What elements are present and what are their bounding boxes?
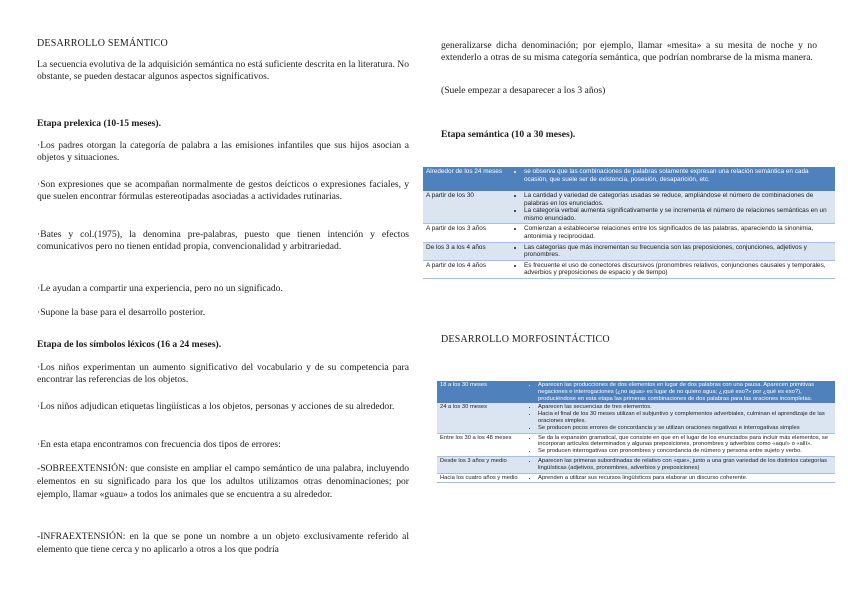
table-row [423,167,835,191]
description-list [514,262,832,277]
table-row [437,456,835,473]
age-cell: A partir de los 30 [423,191,511,224]
list-item: • Se producen pocos errores de concordancia y se utilizan oraciones negativas e interrogativas simples [538,425,832,432]
description-list [514,225,832,240]
prelexica-heading: Etapa prelexica (10-15 meses). [37,118,161,129]
table-row [437,473,835,483]
description-list [528,404,832,431]
description-list [528,382,832,402]
table-row [423,242,835,260]
description-list [514,244,832,259]
simbolos-paragraph-5: -INFRAEXTENSIÓN: en la que se pone un nombre a un objeto exclusivamente referido al elemento que tiene cerca y no aplicarlo a otros a los que podría [37,531,409,555]
description-cell [511,191,835,224]
description-cell [511,224,835,242]
age-cell: A partir de los 4 años [423,260,511,278]
morfosintactico-table [437,381,835,483]
description-cell [511,242,835,260]
list-item: • se observa que las combinaciones de palabras solamente expresan una relación semántica en cada ocasión, que suele ser de existencia, posesión, desaparición, etc. [524,168,832,183]
description-cell [525,403,835,433]
semantica-table [423,167,835,279]
simbolos-paragraph-2: ·Los niños adjudican etiquetas lingüísticas a los objetos, personas y acciones de su alrededor. [37,401,395,412]
list-item: • Se da la expansión gramatical, que consiste en que en el lugar de los enunciados para incluir más elementos, se incorporan artículos determinados y algunas preposiciones, pronombres y adverbios como «aquí» o «allí». [538,435,832,449]
description-list [528,435,832,455]
age-cell: Desde los 3 años y medio [437,456,525,473]
table-row [423,224,835,242]
description-cell [511,167,835,191]
list-item: • Aparecen las primeras subordinadas de relativo con «que», junto a una gran variedad de los distintos categorías lingüísticas (adjetivos, pronombres, adverbios y preposiciones) [538,458,832,472]
age-cell: De los 3 a los 4 años [423,242,511,260]
note-paragraph: (Suele empezar a desaparecer a los 3 años) [441,85,606,96]
semantica-heading: Etapa semántica (10 a 30 meses). [441,129,576,140]
description-list [514,192,832,222]
description-list [528,458,832,472]
list-item: • Aprenden a utilizar sus recursos lingüísticos para elaborar un discurso coherente. [538,475,832,482]
section-title-morfosintactico: DESARROLLO MORFOSINTÁCTICO [441,334,610,345]
list-item: • La categoría verbal aumenta significativamente y se incrementa el número de relaciones semánticas en un mismo enunciado. [524,207,832,222]
age-cell: A partir de los 3 años [423,224,511,242]
simbolos-paragraph-1: ·Los niños experimentan un aumento significativo del vocabulario y de su competencia para encontrar las referencias de los objetos. [37,362,409,385]
table-row [437,381,835,403]
list-item: • Aparecen las secuencias de tres elementos. [538,404,832,411]
description-cell [525,456,835,473]
list-item: • Hacia el final de los 30 meses utilizan el subjuntivo y complementos adverbiales, culminan el aprendizaje de las oraciones simples. [538,411,832,425]
prelexica-paragraph-1: ·Los padres otorgan la categoría de palabra a las emisiones infantiles que sus hijos asocian a objetos y situaciones. [37,140,409,163]
table-row [437,403,835,433]
prelexica-paragraph-3: ·Bates y col.(1975), la denomina pre-palabras, puesto que tienen intención y efectos comunicativos pero no tienen entidad propia, convencionalidad y arbitrariedad. [37,229,409,252]
list-item: • Es frecuente el uso de conectores discursivos (pronombres relativos, conjunciones causales y temporales, adverbios y preposiciones de espacio y de tiempo) [524,262,832,277]
simbolos-paragraph-4: -SOBREEXTENSIÓN: que consiste en ampliar el campo semántico de una palabra, incluyendo elementos en su significado para los que los adultos utilizamos otras denominaciones; por ejemplo, llamar «guau» a todos los animales que se encuentra a su alrededor. [37,463,409,500]
intro-paragraph: La secuencia evolutiva de la adquisición semántica no está suficiente descrita en la literatura. No obstante, se pueden destacar algunos aspectos significativos. [37,59,409,82]
description-cell [525,381,835,403]
simbolos-heading: Etapa de los símbolos léxicos (16 a 24 meses). [37,339,222,350]
description-cell [525,433,835,456]
table-row [437,433,835,456]
age-cell: 24 a los 30 meses [437,403,525,433]
age-cell: Hacia los cuatro años y medio [437,473,525,483]
description-cell [511,260,835,278]
list-item: • La cantidad y variedad de categorías usadas se reduce, ampliándose el número de combinaciones de palabras en los enunciados. [524,192,832,207]
description-list [514,168,832,183]
list-item: • Comienzan a establecerse relaciones entre los significados de las palabras, apareciendo la sinonimia, antonimia y reciprocidad. [524,225,832,240]
list-item: • Aparecen las producciones de dos elementos en lugar de dos palabras con una pausa. Aparecen primitivas negaciones e interrogaciones (¿no agua» es lugar de no quiero agua; ¿¡qué eso?» por ¿qué es eso?), produciéndose en esta etapa las primeras combinaciones de dos palabras para las oraciones incompletas. [538,382,832,402]
morfosintactico-table-body [437,381,835,483]
list-item: • Las categorías que más incrementan su frecuencia son las preposiciones, conjunciones, adjetivos y pronombres. [524,244,832,259]
age-cell: 18 a los 30 meses [437,381,525,403]
prelexica-paragraph-5: ·Supone la base para el desarrollo posterior. [37,307,206,318]
description-cell [525,473,835,483]
age-cell: Alrededor de los 24 meses [423,167,511,191]
prelexica-paragraph-4: ·Le ayudan a compartir una experiencia, pero no un significado. [37,283,283,294]
description-list [528,475,832,482]
age-cell: Entre los 30 a los 48 meses [437,433,525,456]
table-row [423,260,835,278]
semantica-table-body [423,167,835,278]
section-title-semantic: DESARROLLO SEMÁNTICO [37,38,168,49]
continuation-paragraph: generalizarse dicha denominación; por ejemplo, llamar «mesita» a su mesita de noche y no extenderlo a otras de su misma categoría semántica, que podrían nombrarse de la misma manera. [441,40,817,63]
simbolos-paragraph-3: ·En esta etapa encontramos con frecuencia dos tipos de errores: [37,439,281,450]
prelexica-paragraph-2: ·Son expresiones que se acompañan normalmente de gestos deícticos o expresiones faciales, y que suelen encontrar fórmulas estereotipadas asociadas a actividades rutinarias. [37,179,409,202]
table-row [423,191,835,224]
list-item: • Se producen interrogativas con pronombres y concordancia de número y persona entre sujeto y verbo. [538,448,832,455]
